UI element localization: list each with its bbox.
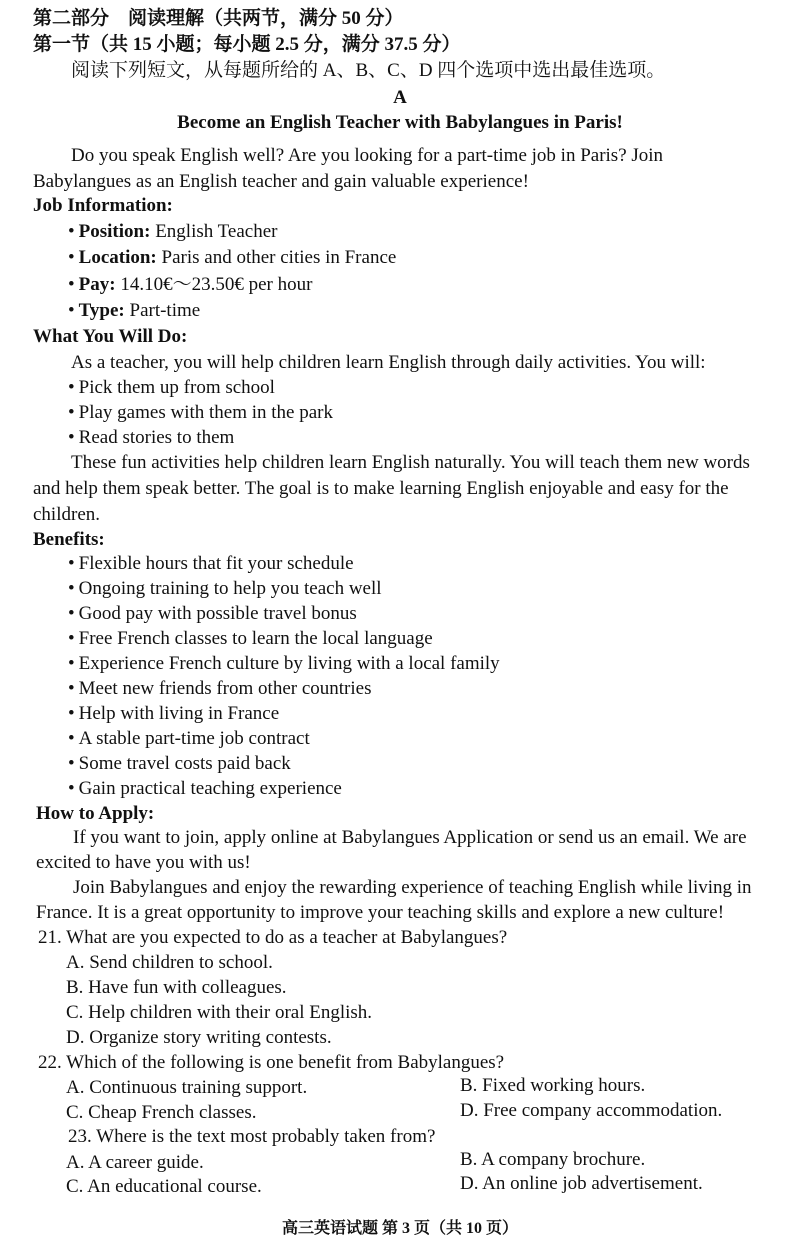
page-footer: 高三英语试题 第 3 页（共 10 页） (281, 1220, 518, 1237)
bullet-icon: • (68, 553, 75, 574)
bullet-icon: • (68, 628, 75, 649)
what-you-do-heading: What You Will Do: (33, 326, 188, 347)
apply-paragraph-line: France. It is a great opportunity to improve your teaching skills and explore a new culture! (36, 902, 725, 923)
question-stem: 22. Which of the following is one benefit from Babylangues? (38, 1052, 505, 1073)
what-you-do-lead: As a teacher, you will help children learn English through daily activities. You will: (71, 352, 706, 373)
job-info-label: Type: (78, 300, 125, 321)
benefit-text: Free French classes to learn the local language (78, 628, 433, 649)
benefit-item (68, 551, 354, 576)
benefit-text: Experience French culture by living with a local family (78, 653, 500, 674)
benefit-text: Ongoing training to help you teach well (78, 578, 382, 599)
apply-paragraph-line: excited to have you with us! (36, 852, 251, 873)
passage-label: A (393, 87, 407, 108)
benefit-text: Gain practical teaching experience (78, 778, 342, 799)
bullet-icon: • (68, 221, 75, 242)
activity-text: Pick them up from school (78, 377, 275, 398)
job-info-value: Paris and other cities in France (156, 247, 397, 268)
part-title: 第二部分 阅读理解（共两节，满分 50 分） (33, 8, 404, 29)
activity-text: Read stories to them (78, 427, 235, 448)
bullet-icon: • (68, 247, 75, 268)
job-info-value: English Teacher (150, 221, 278, 242)
option-d: D. Organize story writing contests. (66, 1027, 332, 1048)
option-c: C. Help children with their oral English. (66, 1002, 373, 1023)
option-d: D. Free company accommodation. (460, 1100, 723, 1121)
job-info-label: Position: (78, 221, 151, 242)
passage-title: Become an English Teacher with Babylangues in Paris! (177, 112, 623, 133)
benefit-text: Good pay with possible travel bonus (78, 603, 357, 624)
bullet-icon: • (68, 728, 75, 749)
bullet-icon: • (68, 603, 75, 624)
option-a: A. A career guide. (66, 1152, 204, 1173)
bullet-icon: • (68, 402, 75, 423)
benefit-item (68, 726, 310, 751)
activity-item (68, 400, 333, 425)
activity-closing-line: These fun activities help children learn English naturally. You will teach them new words (71, 452, 750, 473)
bullet-icon: • (68, 753, 75, 774)
benefit-item (68, 701, 279, 726)
benefit-item (68, 776, 342, 801)
benefit-text: Some travel costs paid back (78, 753, 291, 774)
option-b: B. Fixed working hours. (460, 1075, 646, 1096)
question-stem: 21. What are you expected to do as a teacher at Babylangues? (38, 927, 508, 948)
job-info-item (68, 245, 396, 270)
instruction: 阅读下列短文，从每题所给的 A、B、C、D 四个选项中选出最佳选项。 (71, 60, 666, 81)
option-b: B. A company brochure. (460, 1149, 646, 1170)
job-info-value: Part-time (124, 300, 201, 321)
activity-item (68, 375, 275, 400)
apply-paragraph-line: If you want to join, apply online at Babylangues Application or send us an email. We are (73, 827, 747, 848)
option-c: C. Cheap French classes. (66, 1102, 257, 1123)
activity-closing-line: children. (33, 504, 101, 525)
option-a: A. Continuous training support. (66, 1077, 308, 1098)
job-info-item (68, 298, 200, 323)
option-a: A. Send children to school. (66, 952, 273, 973)
bullet-icon: • (68, 778, 75, 799)
option-c: C. An educational course. (66, 1176, 262, 1197)
bullet-icon: • (68, 274, 75, 295)
option-d: D. An online job advertisement. (460, 1173, 703, 1194)
benefit-item (68, 601, 357, 626)
activity-item (68, 425, 234, 450)
question-stem: 23. Where is the text most probably taken from? (68, 1126, 436, 1147)
benefit-item (68, 676, 371, 701)
job-info-item (68, 219, 278, 244)
intro-line: Babylangues as an English teacher and gain valuable experience! (33, 171, 529, 192)
benefit-text: Help with living in France (78, 703, 280, 724)
bullet-icon: • (68, 703, 75, 724)
bullet-icon: • (68, 678, 75, 699)
bullet-icon: • (68, 427, 75, 448)
bullet-icon: • (68, 653, 75, 674)
apply-paragraph-line: Join Babylangues and enjoy the rewarding experience of teaching English while living in (73, 877, 752, 898)
bullet-icon: • (68, 300, 75, 321)
job-info-value: 14.10€～23.50€ per hour (115, 274, 313, 295)
job-info-label: Location: (78, 247, 157, 268)
bullet-icon: • (68, 377, 75, 398)
how-to-apply-heading: How to Apply: (36, 803, 155, 824)
section-title: 第一节（共 15 小题；每小题 2.5 分，满分 37.5 分） (33, 34, 461, 55)
job-info-label: Pay: (78, 274, 116, 295)
benefit-text: A stable part-time job contract (78, 728, 310, 749)
benefit-text: Flexible hours that fit your schedule (78, 553, 354, 574)
benefit-item (68, 751, 291, 776)
bullet-icon: • (68, 578, 75, 599)
activity-closing-line: and help them speak better. The goal is to make learning English enjoyable and easy for the (33, 478, 729, 499)
benefits-heading: Benefits: (33, 529, 105, 550)
option-b: B. Have fun with colleagues. (66, 977, 287, 998)
benefit-item (68, 651, 500, 676)
intro-line: Do you speak English well? Are you looking for a part-time job in Paris? Join (71, 145, 664, 166)
activity-text: Play games with them in the park (78, 402, 333, 423)
benefit-item (68, 626, 433, 651)
job-info-heading: Job Information: (33, 195, 173, 216)
benefit-text: Meet new friends from other countries (78, 678, 372, 699)
benefit-item (68, 576, 382, 601)
job-info-item (68, 272, 312, 297)
